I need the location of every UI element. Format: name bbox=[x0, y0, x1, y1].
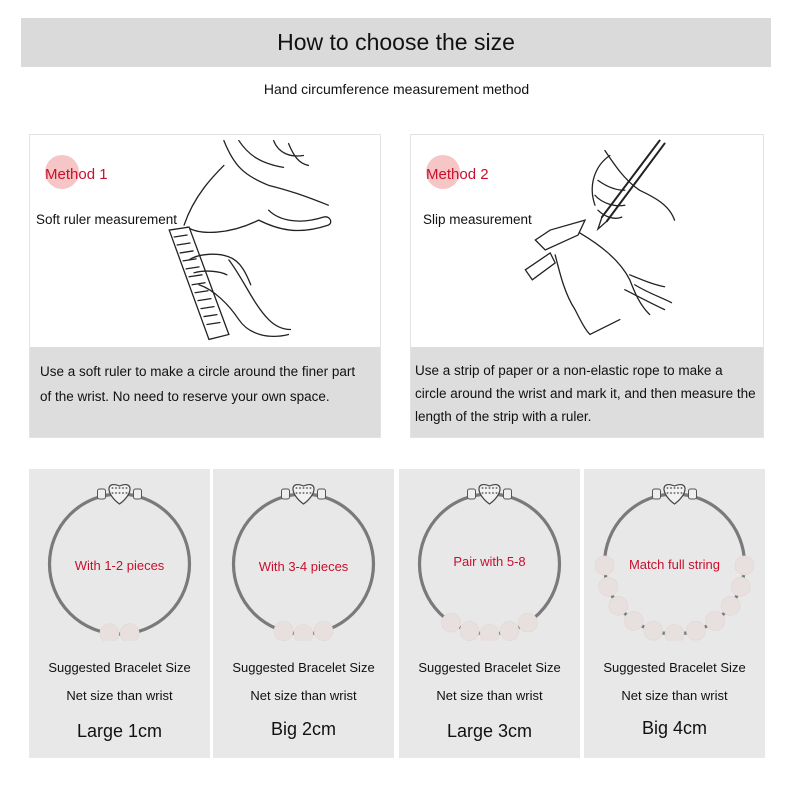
size-card-3-pieces: Pair with 5-8 bbox=[453, 554, 526, 569]
bead bbox=[686, 621, 705, 640]
method-2-subtitle: Slip measurement bbox=[423, 212, 532, 227]
header-bar bbox=[21, 18, 771, 67]
page-subtitle: Hand circumference measurement method bbox=[263, 81, 530, 97]
bead bbox=[624, 611, 643, 630]
bead bbox=[609, 596, 628, 615]
method-1-label: Method 1 bbox=[45, 166, 108, 183]
method-1-description: Use a soft ruler to make a circle around the finer part of the wrist. No need to reserve your own space. bbox=[30, 347, 380, 438]
size-card-2-net: Net size than wrist bbox=[250, 688, 357, 703]
bead bbox=[518, 613, 537, 632]
size-card-1-pieces: With 1-2 pieces bbox=[74, 558, 165, 573]
size-card-3-suggest: Suggested Bracelet Size bbox=[418, 660, 561, 675]
size-card-2-suggest: Suggested Bracelet Size bbox=[232, 660, 375, 675]
method-1-panel bbox=[29, 134, 381, 438]
heart-clasp-icon bbox=[468, 485, 512, 504]
bead bbox=[644, 621, 663, 640]
size-card-2-size: Big 2cm bbox=[270, 719, 337, 739]
bead bbox=[706, 611, 725, 630]
bead bbox=[480, 625, 499, 642]
method-1-subtitle: Soft ruler measurement bbox=[36, 212, 178, 227]
size-card-3-net: Net size than wrist bbox=[436, 688, 543, 703]
bead bbox=[500, 622, 519, 641]
bead bbox=[274, 622, 293, 641]
bead bbox=[314, 622, 333, 641]
bead bbox=[599, 577, 618, 596]
size-card-2-pieces: With 3-4 pieces bbox=[258, 559, 349, 574]
heart-clasp-icon bbox=[653, 485, 697, 504]
size-card-1-size: Large 1cm bbox=[76, 721, 163, 741]
size-card-3 bbox=[399, 469, 580, 758]
heart-clasp-icon bbox=[282, 485, 326, 504]
size-card-1-suggest: Suggested Bracelet Size bbox=[48, 660, 191, 675]
size-card-4-net: Net size than wrist bbox=[621, 688, 728, 703]
heart-clasp-icon bbox=[98, 485, 142, 504]
bead bbox=[442, 613, 461, 632]
size-card-2 bbox=[213, 469, 394, 758]
size-card-4-pieces: Match full string bbox=[628, 557, 721, 572]
size-card-4 bbox=[584, 469, 765, 758]
bead bbox=[460, 622, 479, 641]
bead bbox=[731, 577, 750, 596]
bead bbox=[665, 625, 684, 642]
size-card-1-net: Net size than wrist bbox=[66, 688, 173, 703]
bead bbox=[100, 624, 119, 641]
bead bbox=[294, 625, 313, 642]
size-card-4-suggest: Suggested Bracelet Size bbox=[603, 660, 746, 675]
method-2-panel bbox=[410, 134, 764, 438]
method-2-label: Method 2 bbox=[426, 166, 489, 183]
size-card-3-size: Large 3cm bbox=[446, 721, 533, 741]
bead bbox=[721, 596, 740, 615]
size-card-4-size: Big 4cm bbox=[641, 718, 708, 738]
bead bbox=[120, 624, 139, 641]
page-title: How to choose the size bbox=[277, 29, 515, 55]
method-2-description: Use a strip of paper or a non-elastic rope to make a circle around the wrist and mark it, and then measure the length of the strip with a ruler. bbox=[411, 347, 763, 438]
size-card-1 bbox=[29, 469, 210, 758]
